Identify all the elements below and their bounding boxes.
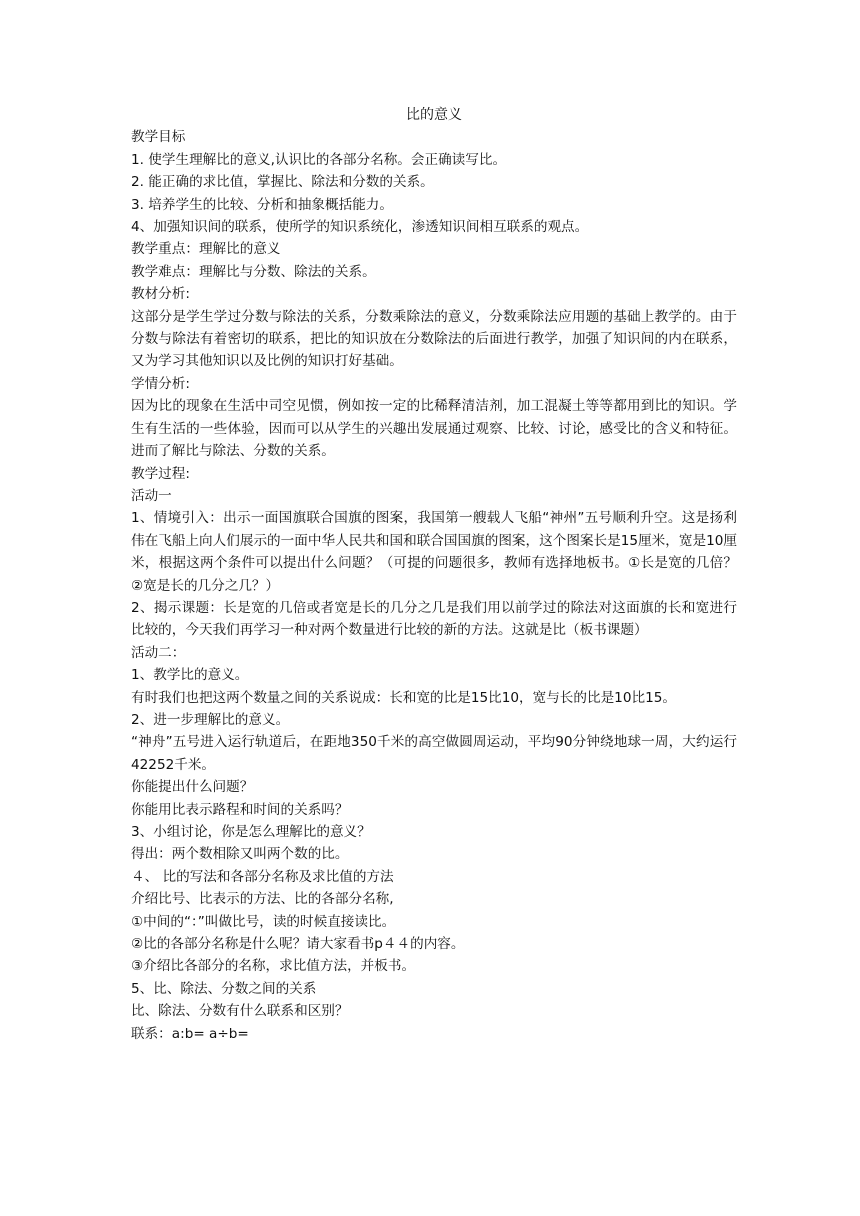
- goal-2: 2. 能正确的求比值，掌握比、除法和分数的关系。: [131, 174, 434, 191]
- teaching-focus: 教学重点：理解比的意义: [131, 241, 281, 258]
- activity-1-step-1: 1、情境引入：出示一面国旗联合国旗的图案，我国第一艘载人飞船“神州”五号顺利升空。这是扬利伟在飞船上向人们展示的一面中华人民共和国和联合国国旗的图案，这个图案长是15厘米，宽是10厘米，根据这两个条件可以提出什么问题？（可提的问题很多，教师有选择地板书。①长是宽的几倍？②宽是长的几分之几？）: [131, 510, 737, 594]
- heading-activity-2: 活动二：: [131, 644, 186, 661]
- document-page: [131, 104, 737, 1045]
- ratio-sign-item: ①中间的“：”叫做比号，读的时候直接读比。: [131, 913, 396, 930]
- ratio-value-item: ③介绍比各部分的名称，求比值方法，并板书。: [131, 958, 416, 975]
- activity-2-step-4: ４、 比的写法和各部分名称及求比值的方法: [131, 868, 394, 885]
- introduce-ratio-sign: 介绍比号、比表示的方法、比的各部分名称,: [131, 891, 394, 908]
- activity-1-step-2: 2、揭示课题：长是宽的几倍或者宽是长的几分之几是我们用以前学过的除法对这面旗的长和宽进行比较的，今天我们再学习一种对两个数量进行比较的新的方法。这就是比（板书课题）: [131, 599, 737, 639]
- relation-question: 比、除法、分数有什么联系和区别？: [131, 1003, 349, 1020]
- relation-formula: 联系：a:b= a÷b=: [131, 1025, 249, 1042]
- heading-student-analysis: 学情分析:: [131, 375, 190, 392]
- conclusion: 得出：两个数相除又叫两个数的比。: [131, 846, 349, 863]
- document-title: 比的意义: [406, 107, 462, 123]
- student-analysis-paragraph: 因为比的现象在生活中司空见惯，例如按一定的比稀释清洁剂，加工混凝土等等都用到比的知识。学生有生活的一些体验，因而可以从学生的兴趣出发展通过观察、比较、讨论，感受比的含义和特征。进而了解比与除法、分数的关系。: [131, 398, 737, 460]
- activity-2-step-5: 5、比、除法、分数之间的关系: [131, 980, 317, 997]
- material-analysis-paragraph: 这部分是学生学过分数与除法的关系，分数乘除法的意义，分数乘除法应用题的基础上教学的。由于分数与除法有着密切的联系，把比的知识放在分数除法的后面进行教学，加强了知识间的内在联系，又为学习其他知识以及比例的知识打好基础。: [131, 308, 737, 370]
- heading-activity-1: 活动一: [131, 487, 172, 504]
- activity-2-step-2: 2、进一步理解比的意义。: [131, 711, 290, 728]
- heading-teaching-goals: 教学目标: [131, 129, 186, 146]
- ratio-example-paragraph: 有时我们也把这两个数量之间的关系说成：长和宽的比是15比10，宽与长的比是10比15。: [131, 689, 676, 706]
- question-2: 你能用比表示路程和时间的关系吗？: [131, 801, 349, 818]
- goal-3: 3. 培养学生的比较、分析和抽象概括能力。: [131, 196, 393, 213]
- teaching-difficulty: 教学难点：理解比与分数、除法的关系。: [131, 263, 376, 280]
- heading-teaching-process: 教学过程:: [131, 465, 190, 482]
- activity-2-step-3: 3、小组讨论，你是怎么理解比的意义？: [131, 824, 371, 840]
- heading-material-analysis: 教材分析:: [131, 286, 190, 303]
- question-1: 你能提出什么问题？: [131, 779, 254, 796]
- shenzhou-paragraph: “神舟”五号进入运行轨道后，在距地350千米的高空做圆周运动，平均90分钟绕地球一周，大约运行42252千米。: [131, 734, 737, 773]
- goal-4: 4、加强知识间的联系，使所学的知识系统化，渗透知识间相互联系的观点。: [131, 219, 589, 236]
- ratio-parts-item: ②比的各部分名称是什么呢？请大家看书p４４的内容。: [131, 936, 465, 953]
- goal-1: 1. 使学生理解比的意义,认识比的各部分名称。会正确读写比。: [131, 151, 507, 168]
- activity-2-step-1: 1、教学比的意义。: [131, 667, 249, 684]
